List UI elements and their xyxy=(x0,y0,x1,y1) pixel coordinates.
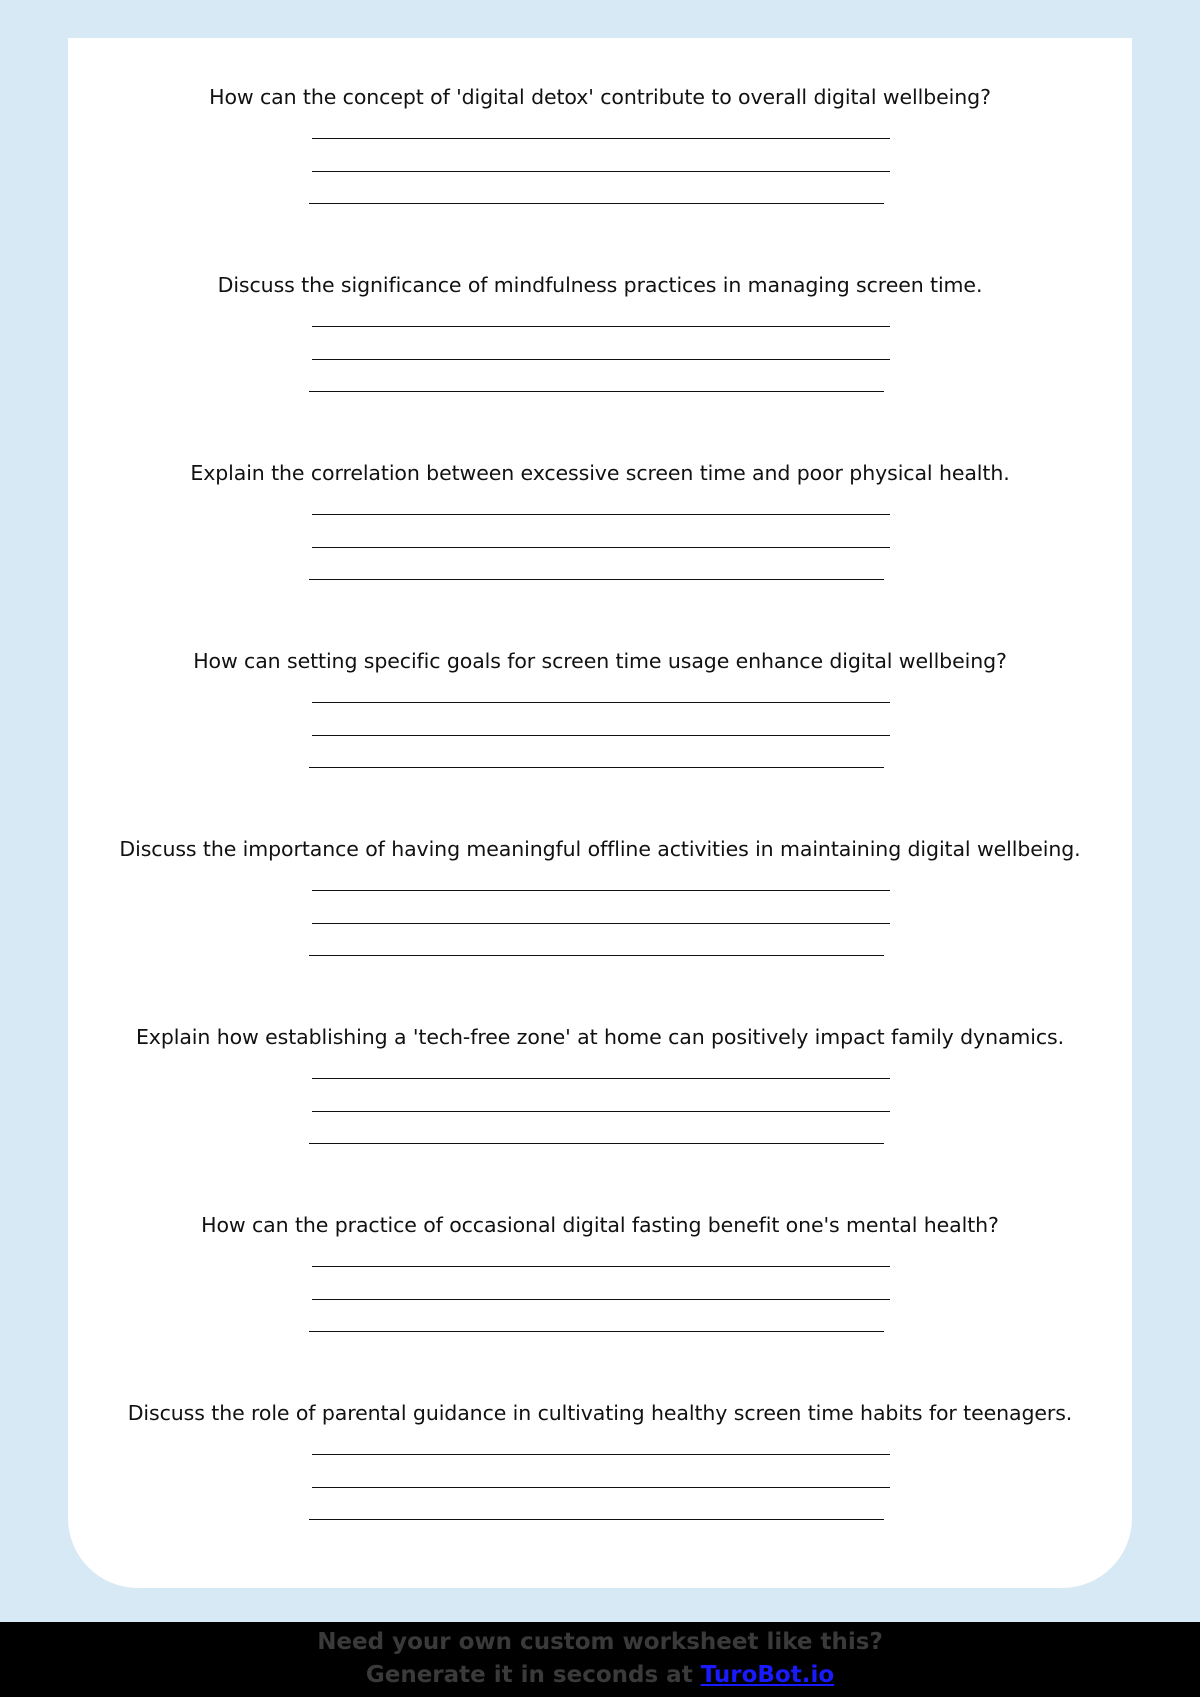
question-text: How can the practice of occasional digital fasting benefit one's mental health? xyxy=(201,1213,999,1237)
answer-line[interactable] xyxy=(312,514,890,515)
question-block-2 xyxy=(68,272,1132,298)
answer-line[interactable] xyxy=(312,1078,890,1079)
answer-line[interactable] xyxy=(312,735,890,736)
answer-line[interactable] xyxy=(309,1331,884,1332)
question-text: How can setting specific goals for screen time usage enhance digital wellbeing? xyxy=(193,649,1007,673)
question-block-4 xyxy=(68,648,1132,674)
question-text: Discuss the importance of having meaningful offline activities in maintaining digital wellbeing. xyxy=(119,837,1081,861)
answer-line[interactable] xyxy=(312,890,890,891)
question-block-3 xyxy=(68,460,1132,486)
question-text: Discuss the role of parental guidance in cultivating healthy screen time habits for teenagers. xyxy=(127,1401,1073,1425)
question-block-6 xyxy=(68,1024,1132,1050)
answer-line[interactable] xyxy=(309,203,884,204)
answer-line[interactable] xyxy=(312,171,890,172)
question-block-1 xyxy=(68,84,1132,110)
answer-line[interactable] xyxy=(309,579,884,580)
answer-line[interactable] xyxy=(312,547,890,548)
answer-line[interactable] xyxy=(312,1299,890,1300)
question-text: Discuss the significance of mindfulness practices in managing screen time. xyxy=(217,273,983,297)
answer-line[interactable] xyxy=(312,1454,890,1455)
worksheet-card xyxy=(68,38,1132,1588)
answer-line[interactable] xyxy=(312,1266,890,1267)
answer-line[interactable] xyxy=(309,955,884,956)
answer-line[interactable] xyxy=(309,1143,884,1144)
answer-line[interactable] xyxy=(309,1519,884,1520)
answer-line[interactable] xyxy=(312,1487,890,1488)
promo-subline xyxy=(0,1659,1200,1692)
answer-line[interactable] xyxy=(312,1111,890,1112)
question-block-8 xyxy=(68,1400,1132,1426)
answer-line[interactable] xyxy=(312,359,890,360)
question-text: Explain the correlation between excessive screen time and poor physical health. xyxy=(190,461,1010,485)
answer-line[interactable] xyxy=(312,326,890,327)
promo-subline-text: Generate it in seconds at xyxy=(365,1662,701,1688)
turobot-link[interactable]: TuroBot.io xyxy=(700,1662,835,1688)
answer-line[interactable] xyxy=(312,138,890,139)
promo-headline: Need your own custom worksheet like this? xyxy=(317,1629,883,1655)
question-text: Explain how establishing a 'tech-free zone' at home can positively impact family dynamics. xyxy=(135,1025,1065,1049)
question-block-7 xyxy=(68,1212,1132,1238)
question-block-5 xyxy=(68,836,1132,862)
question-text: How can the concept of 'digital detox' contribute to overall digital wellbeing? xyxy=(209,85,991,109)
answer-line[interactable] xyxy=(309,391,884,392)
answer-line[interactable] xyxy=(312,702,890,703)
promo-footer xyxy=(0,1622,1200,1697)
answer-line[interactable] xyxy=(309,767,884,768)
answer-line[interactable] xyxy=(312,923,890,924)
